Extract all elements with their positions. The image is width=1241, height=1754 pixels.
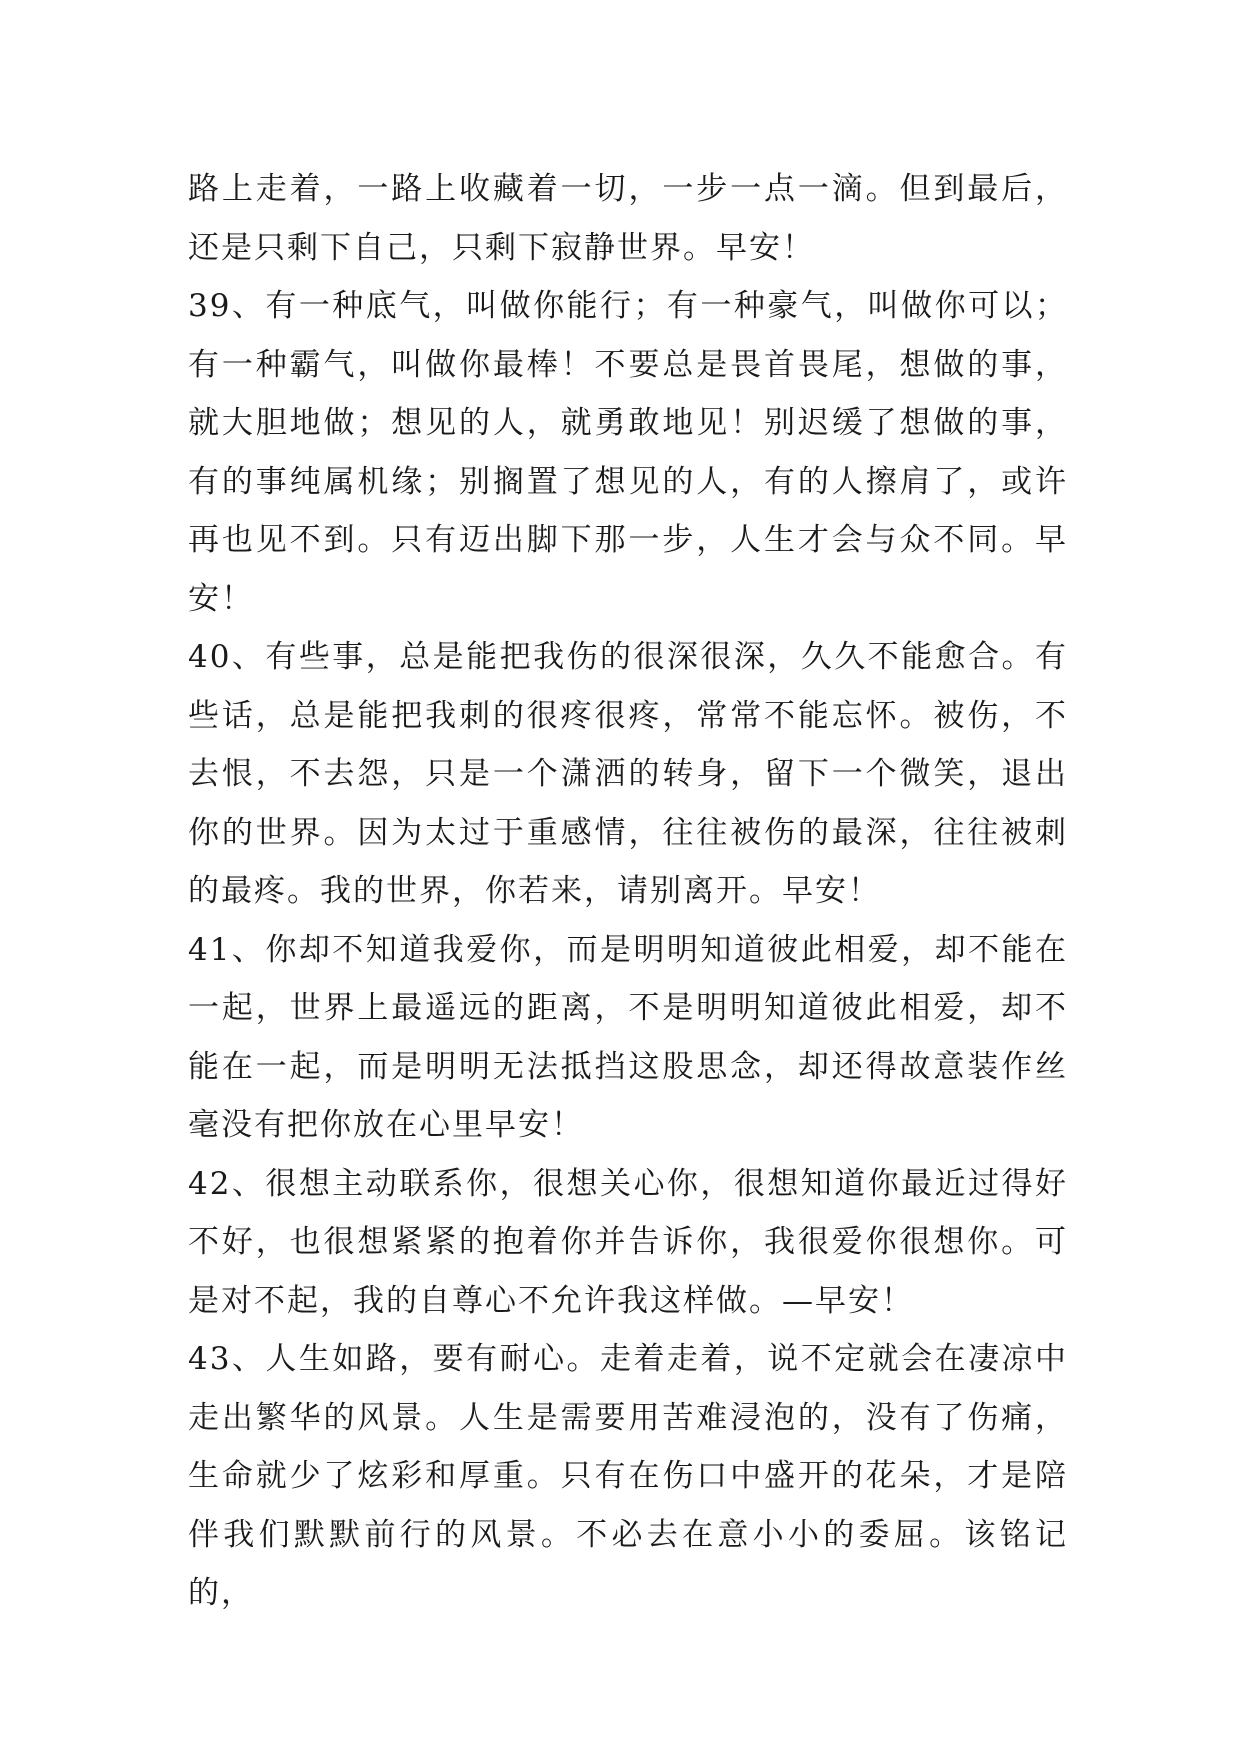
- paragraph-39: 39、有一种底气，叫做你能行；有一种豪气，叫做你可以；有一种霸气，叫做你最棒！不要总是畏首畏尾，想做的事，就大胆地做；想见的人，就勇敢地见！别迟缓了想做的事，有的事纯属机缘；别搁置了想见的人，有的人擦肩了，或许再也见不到。只有迈出脚下那一步，人生才会与众不同。早安！: [188, 288, 1068, 617]
- paragraph-42: 42、很想主动联系你，很想关心你，很想知道你最近过得好不好，也很想紧紧的抱着你并告诉你，我很爱你很想你。可是对不起，我的自尊心不允许我这样做。—早安！: [188, 1165, 1068, 1319]
- paragraph-continuation: 路上走着，一路上收藏着一切，一步一点一滴。但到最后，还是只剩下自己，只剩下寂静世界。早安！: [188, 171, 1068, 266]
- paragraph-40: 40、有些事，总是能把我伤的很深很深，久久不能愈合。有些话，总是能把我刺的很疼很疼，常常不能忘怀。被伤，不去恨，不去怨，只是一个潇洒的转身，留下一个微笑，退出你的世界。因为太过于重感情，往往被伤的最深，往往被刺的最疼。我的世界，你若来，请别离开。早安！: [188, 639, 1068, 909]
- body-text: [188, 160, 1068, 1623]
- paragraph-43: 43、人生如路，要有耐心。走着走着，说不定就会在凄凉中走出繁华的风景。人生是需要用苦难浸泡的，没有了伤痛，生命就少了炫彩和厚重。只有在伤口中盛开的花朵，才是陪伴我们默默前行的风景。不必去在意小小的委屈。该铭记的，: [188, 1341, 1068, 1611]
- paragraph-41: 41、你却不知道我爱你，而是明明知道彼此相爱，却不能在一起，世界上最遥远的距离，不是明明知道彼此相爱，却不能在一起，而是明明无法抵挡这股思念，却还得故意装作丝毫没有把你放在心里早安！: [188, 931, 1068, 1143]
